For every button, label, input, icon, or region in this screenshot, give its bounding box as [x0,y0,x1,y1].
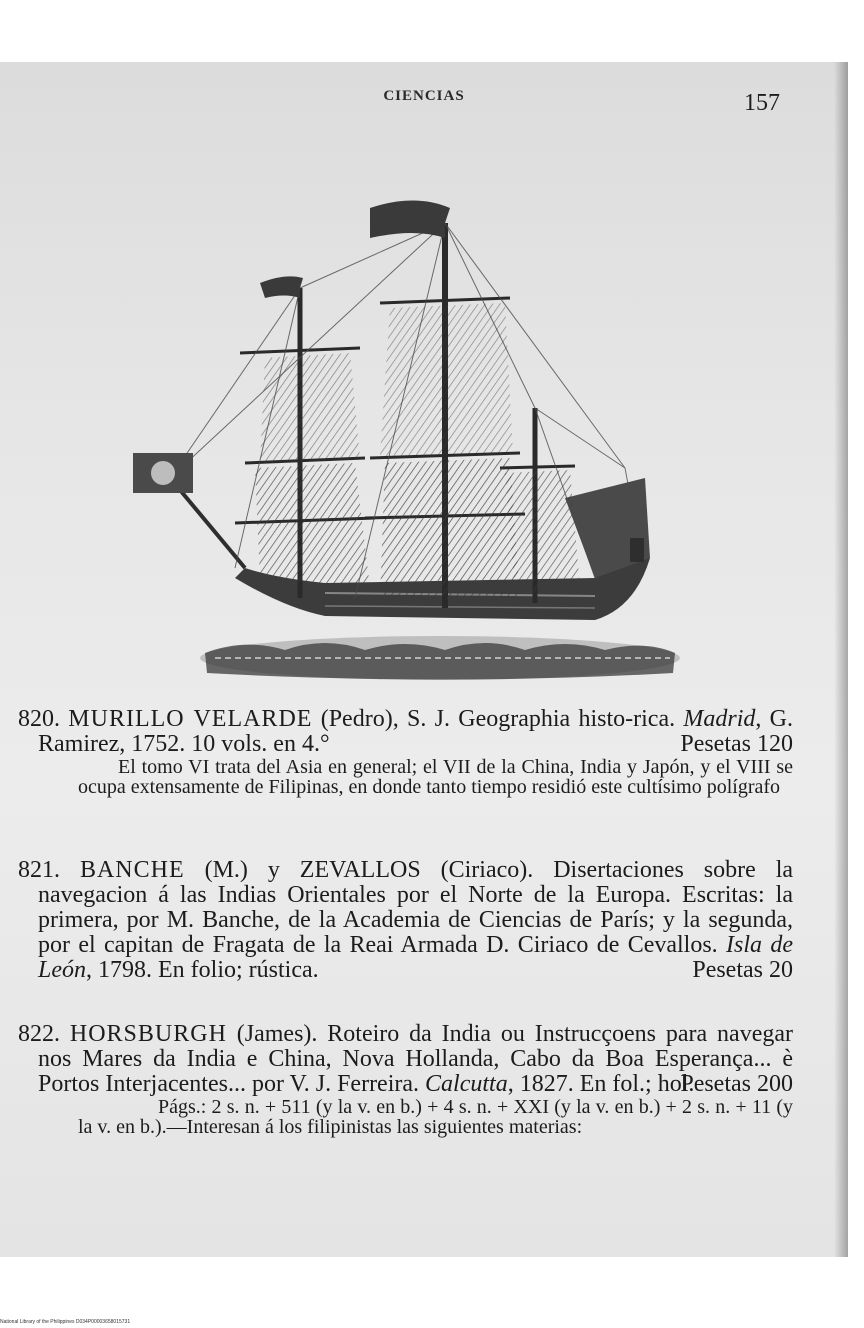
entry-author-extra: (James). [236,1021,318,1047]
entry-price: Pesetas 200 [680,1071,793,1097]
entry-place: Isla de León [38,932,793,983]
entry-price: Pesetas 120 [680,731,793,757]
entry-author: MURILLO VELARDE [68,706,313,732]
entry-author-extra: (Pedro), S. J. [320,706,450,732]
entry-place: Madrid [683,706,756,732]
entry-number: 821. [18,857,60,883]
entry-820-note: El tomo VI trata del Asia en general; el VII de la China, India y Japón, y el VIII se ocupa extensamente de Filipinas, en donde tanto tiempo residió este cultísimo polígrafo [78,756,793,798]
entry-imprint: , 1798. En folio; rústica. [86,957,319,983]
entry-title: Disertaciones sobre la navegacion á las Indias Orientales por el Norte de la Europa. Escritas: la primera, por M. Banche, de la Academia de Ciencias de París; y la segunda, por el capitan de Fragata de la Reai Armada D. Ciriaco de Cevallos. [38,857,794,958]
entry-author: HORSBURGH [69,1021,227,1047]
entry-imprint: , 1827. En fol.; hol. [507,1071,695,1097]
scanned-page [0,62,848,1257]
entry-821-main [18,858,793,983]
entry-title: Geographia histo-rica. [458,706,676,732]
entry-title: Roteiro da India ou Instrucçoens para navegar nos Mares da India e China, Nova Hollanda, Cabo da Boa Esperança... è Portos Interjacentes... por V. J. Ferreira. [38,1021,794,1097]
entry-821 [18,858,793,983]
entry-820-main [18,707,793,757]
entry-822 [18,1022,793,1137]
entry-822-main [18,1022,793,1097]
entry-number: 822. [18,1021,60,1047]
entry-822-note: Págs.: 2 s. n. + 511 (y la v. en b.) + 4 s. n. + XXI (y la v. en b.) + 2 s. n. + 11 (y la v. en b.).—Interesan á los filipinistas las siguientes materias: [78,1096,793,1138]
entry-place: Calcutta [425,1071,508,1097]
entry-number: 820. [18,706,60,732]
entry-820 [18,707,793,797]
running-head: CIENCIAS [383,88,465,104]
ship-illustration [125,138,685,693]
entry-imprint: , G. Ramirez, 1752. 10 vols. en 4.° [38,706,794,757]
footer-attribution: National Library of the Philippines D034P00003658015731 [0,1319,131,1325]
page-number: 157 [744,90,780,116]
entry-author-extra: (M.) y ZEVALLOS (Ciriaco). [204,857,534,883]
entry-price: Pesetas 20 [692,957,793,983]
entry-author: BANCHE [79,857,185,883]
